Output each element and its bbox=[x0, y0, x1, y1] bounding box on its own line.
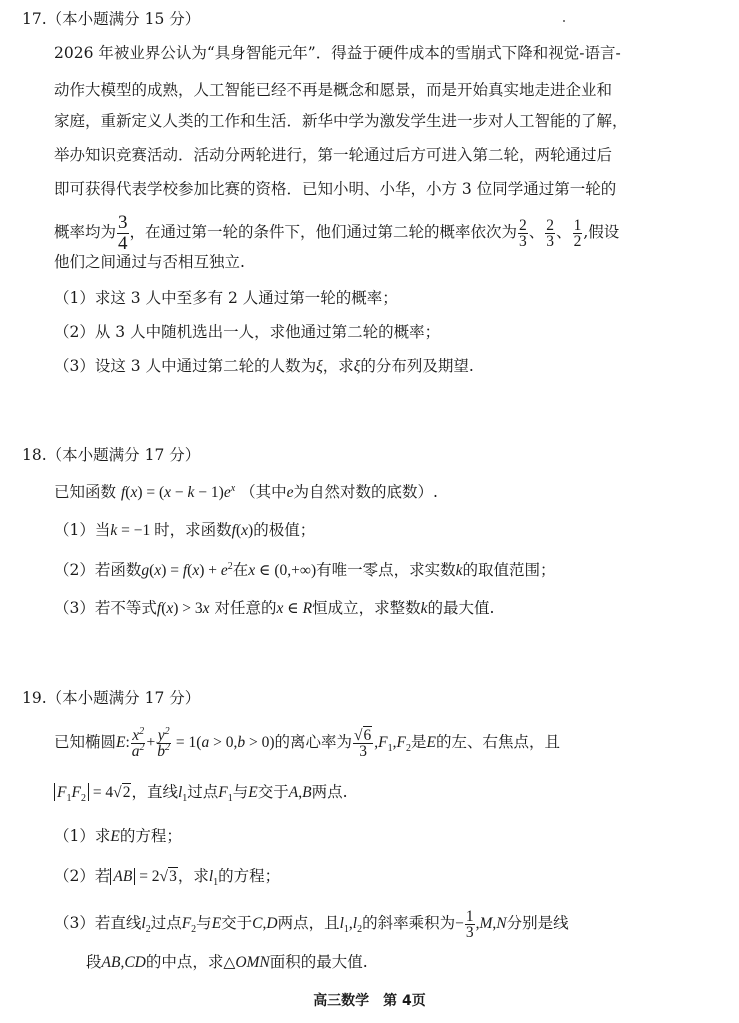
q19-subquestion-2: （2）若 AB = 2√3，求$l_1$的方程； bbox=[54, 867, 281, 889]
q17-paragraph-line: 举办知识竞赛活动．活动分两轮进行，第一轮通过后方可进入第二轮，两轮通过后 bbox=[54, 146, 613, 164]
page-footer: 高三数学 第 4页 bbox=[313, 993, 426, 1009]
q18-subquestion-1: （1）当k = −1 时，求函数f(x)的极值； bbox=[54, 521, 316, 539]
fraction-1-2: $\frac{1}{2}$ bbox=[573, 216, 582, 250]
q17-paragraph-line: 他们之间通过与否相互独立. bbox=[54, 253, 245, 271]
q17-paragraph-line: 家庭，重新定义人类的工作和生活．新华中学为激发学生进一步对人工智能的了解， bbox=[54, 112, 628, 130]
question-19-header: 19.（本小题满分 17 分） bbox=[22, 689, 201, 707]
q19-subquestion-1: （1）求E的方程； bbox=[54, 827, 182, 845]
q18-subquestion-3: （3）若不等式f(x) > 3x 对任意的x ∈ R恒成立，求整数k的最大值. bbox=[54, 599, 495, 617]
stray-dot bbox=[563, 20, 565, 22]
q17-subquestion-1: （1）求这 3 人中至多有 2 人通过第一轮的概率； bbox=[54, 289, 398, 307]
question-17-header: 17.（本小题满分 15 分） bbox=[22, 10, 201, 28]
fraction-y2-b2: $\frac{y^2}{b^2}$ bbox=[157, 725, 171, 760]
q17-paragraph-line: 2026 年被业界公认为“具身智能元年”．得益于硬件成本的雪崩式下降和视觉-语言- bbox=[54, 44, 621, 62]
q19-paragraph-line: 已知椭圆E: $\frac{x^2}{a^2}$ + $\frac{y^2}{b^2}$ = 1(a > 0,b > 0)的离心率为 $\frac{√6}{3}$ $,F_1,F_2$是E的左、右焦点，且 bbox=[54, 725, 560, 760]
fraction-2-3: $\frac{2}{3}$ bbox=[546, 216, 555, 250]
q17-paragraph-line: 即可获得代表学校参加比赛的资格．已知小明、小华，小方 3 位同学通过第一轮的 bbox=[54, 180, 617, 198]
q17-paragraph-line-fractions: 概率均为 $\frac{3}{4}$ ，在通过第一轮的条件下，他们通过第二轮的概率依次为 $\frac{2}{3}$ 、 $\frac{2}{3}$ 、 $\frac{1}{2}$ ,假设 bbox=[54, 211, 620, 254]
q19-subquestion-3: （3）若直线$l_2$过点$F_2$与E交于C,D两点，且$l_1,l_2$的斜率乘积为− $\frac{1}{3}$ ,M,N分别是线 bbox=[54, 907, 569, 941]
fraction-x2-a2: $\frac{x^2}{a^2}$ bbox=[131, 725, 145, 760]
fraction-3-4: $\frac{3}{4}$ bbox=[118, 211, 128, 254]
q17-paragraph-line: 动作大模型的成熟，人工智能已经不再是概念和愿景，而是开始真实地走进企业和 bbox=[54, 81, 613, 99]
fraction-2-3: $\frac{2}{3}$ bbox=[519, 216, 527, 250]
q17-subquestion-2: （2）从 3 人中随机选出一人，求他通过第二轮的概率； bbox=[54, 323, 441, 341]
question-18-header: 18.（本小题满分 17 分） bbox=[22, 446, 201, 464]
q18-subquestion-2: （2）若函数$g(x) = f(x) + e^2$在x ∈ (0,+∞)有唯一零点，求实数k的取值范围； bbox=[54, 560, 556, 579]
fraction-1-3: $\frac{1}{3}$ bbox=[465, 907, 474, 941]
q18-paragraph-line: 已知函数 $f(x) = (x - k - 1)e^x$ （其中e为自然对数的底数）. bbox=[54, 482, 438, 501]
q19-subquestion-3-continued: 段AB,CD的中点，求△OMN面积的最大值. bbox=[86, 953, 368, 971]
q17-subquestion-3: （3）设这 3 人中通过第二轮的人数为ξ，求ξ的分布列及期望. bbox=[54, 357, 474, 375]
q19-paragraph-line: $F_1F_2 = 4√2$，直线$l_1$过点$F_1$与E交于A,B两点. bbox=[54, 782, 348, 803]
fraction-sqrt6-3: $\frac{√6}{3}$ bbox=[354, 726, 372, 760]
